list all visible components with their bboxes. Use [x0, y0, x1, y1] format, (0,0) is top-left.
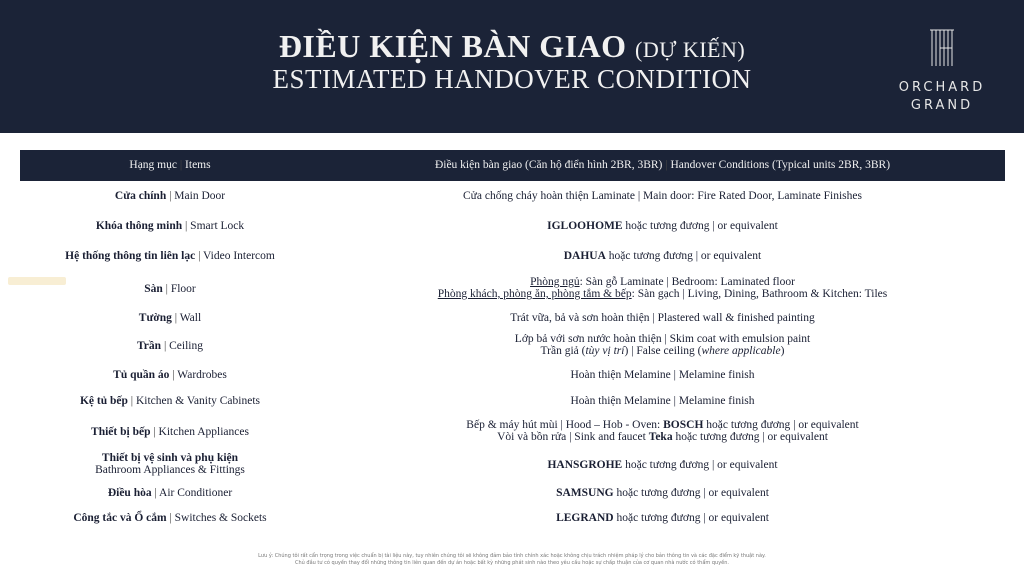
- item-en: Kitchen Appliances: [158, 426, 249, 438]
- item-cell: Cửa chính | Main Door: [114, 190, 226, 202]
- item-en: Air Conditioner: [159, 487, 233, 499]
- item-cell: Tường | Wall: [138, 312, 202, 324]
- item-cell: Hệ thống thông tin liên lạc | Video Intercom: [65, 250, 275, 262]
- item-en: Switches & Sockets: [174, 512, 267, 524]
- title-english: ESTIMATED HANDOVER CONDITION: [272, 64, 752, 94]
- condition-italic: where applicable: [701, 345, 781, 357]
- item-vi: Tủ quần áo: [113, 369, 170, 381]
- item-vi: Khóa thông minh: [95, 220, 183, 232]
- condition-text: hoặc tương đương | or equivalent: [605, 250, 762, 262]
- item-cell: Kệ tủ bếp | Kitchen & Vanity Cabinets: [79, 395, 261, 407]
- item-vi: Cửa chính: [114, 190, 167, 202]
- condition-text: ) | False ceiling (: [624, 345, 702, 357]
- table-header: [20, 150, 1005, 181]
- item-vi: Thiết bị bếp: [91, 426, 151, 438]
- condition-text: : Sàn gỗ Laminate | Bedroom: Laminated floor: [579, 276, 795, 288]
- condition-line: [320, 419, 1005, 431]
- condition-line: [320, 431, 1005, 443]
- condition-text: hoặc tương đương | or equivalent: [613, 487, 769, 499]
- condition-cell: [320, 459, 1005, 471]
- brand-name: IGLOOHOME: [547, 220, 623, 232]
- header-items-en: Items: [185, 159, 211, 171]
- condition-cell: [320, 276, 1005, 300]
- condition-text: hoặc tương đương | or equivalent: [613, 512, 769, 524]
- item-vi: Kệ tủ bếp: [79, 395, 128, 407]
- condition-line: [320, 276, 1005, 288]
- item-en: Ceiling: [169, 340, 203, 352]
- item-en: Wall: [179, 312, 202, 324]
- header-items-vi: Hạng mục: [129, 159, 177, 171]
- footnote: [0, 553, 1024, 567]
- condition-cell: [320, 220, 1005, 232]
- condition-text: hoặc tương đương | or equivalent: [703, 419, 859, 431]
- brand-name: Teka: [648, 431, 673, 443]
- orchard-grand-monogram-icon: [929, 28, 955, 68]
- condition-cell: [320, 250, 1005, 262]
- item-en: Kitchen & Vanity Cabinets: [135, 395, 261, 407]
- item-en: Video Intercom: [203, 250, 275, 262]
- title-vi-main: ĐIỀU KIỆN BÀN GIAO: [278, 28, 627, 64]
- header-items: Hạng mục | Items: [129, 159, 211, 171]
- item-en: Main Door: [174, 190, 226, 202]
- brand-logo: [886, 28, 998, 115]
- item-en: Bathroom Appliances & Fittings: [95, 464, 245, 476]
- header-conditions: Điều kiện bàn giao (Căn hộ điển hình 2BR, 3BR) | Handover Conditions (Typical units 2BR, 3BR): [434, 159, 891, 171]
- item-cell: [20, 452, 320, 476]
- item-en: Floor: [170, 283, 196, 295]
- item-cell: Tủ quần áo | Wardrobes: [113, 369, 227, 381]
- item-vi: Thiết bị vệ sinh và phụ kiện: [101, 452, 239, 464]
- item-cell: Trần | Ceiling: [136, 340, 203, 352]
- item-cell: Sàn | Floor: [144, 283, 196, 295]
- item-cell: Điều hòa | Air Conditioner: [107, 487, 233, 499]
- room-label: Phòng ngủ: [530, 276, 580, 288]
- condition-text: Bếp & máy hút mùi | Hood – Hob - Oven:: [466, 419, 664, 431]
- title-vi-sub: (DỰ KIẾN): [635, 37, 746, 62]
- item-en: Smart Lock: [190, 220, 245, 232]
- header-banner: [0, 0, 1024, 133]
- condition-cell: [320, 333, 1005, 357]
- condition-text: ): [780, 345, 785, 357]
- item-vi: Hệ thống thông tin liên lạc: [65, 250, 196, 262]
- condition-text: : Sàn gạch | Living, Dining, Bathroom & Kitchen: Tiles: [631, 288, 888, 300]
- condition-italic: tùy vị trí: [585, 345, 625, 357]
- watermark-logo-icon: [8, 275, 70, 287]
- item-vi: Sàn: [144, 283, 163, 295]
- condition-text: Vòi và bồn rửa | Sink and faucet: [497, 431, 649, 443]
- condition-text: Trần giả (: [540, 345, 586, 357]
- brand-name: LEGRAND: [556, 512, 614, 524]
- header-conditions-en: Handover Conditions (Typical units 2BR, 3BR): [670, 159, 891, 171]
- brand-name: SAMSUNG: [556, 487, 614, 499]
- condition-text: hoặc tương đương | or equivalent: [672, 431, 828, 443]
- item-vi: Công tắc và Ổ cắm: [73, 512, 167, 524]
- condition-line: Lớp bả với sơn nước hoàn thiện | Skim coat with emulsion paint: [514, 333, 811, 345]
- condition-cell: [320, 512, 1005, 524]
- condition-cell: [320, 419, 1005, 443]
- item-en: Wardrobes: [177, 369, 227, 381]
- brand-name: HANSGROHE: [547, 459, 623, 471]
- footnote-line1: Lưu ý: Chúng tôi rất cẩn trọng trong việc chuẩn bị tài liệu này, tuy nhiên chúng tôi sẽ không đảm bảo tính chính xác hoặc không chịu trách nhiệm pháp lý cho bản thông tin và các đặc điểm kỹ thuật này.: [258, 553, 766, 559]
- condition-cell: [320, 487, 1005, 499]
- logo-line1: ORCHARD: [898, 80, 986, 95]
- condition-line: [320, 345, 1005, 357]
- item-cell: Khóa thông minh | Smart Lock: [95, 220, 245, 232]
- condition-text: hoặc tương đương | or equivalent: [622, 459, 778, 471]
- condition-text: hoặc tương đương | or equivalent: [622, 220, 778, 232]
- condition-cell: Trát vữa, bả và sơn hoàn thiện | Plastered wall & finished painting: [510, 312, 815, 324]
- item-cell: Thiết bị bếp | Kitchen Appliances: [91, 426, 249, 438]
- header-conditions-vi: Điều kiện bàn giao (Căn hộ điển hình 2BR, 3BR): [434, 159, 663, 171]
- condition-line: [320, 288, 1005, 300]
- item-vi: Điều hòa: [107, 487, 152, 499]
- item-cell: Công tắc và Ổ cắm | Switches & Sockets: [73, 512, 267, 524]
- condition-cell: Hoàn thiện Melamine | Melamine finish: [570, 395, 755, 407]
- brand-name: DAHUA: [563, 250, 606, 262]
- title-vietnamese: [0, 28, 1024, 65]
- room-label: Phòng khách, phòng ăn, phòng tắm & bếp: [437, 288, 632, 300]
- logo-line2: GRAND: [910, 98, 974, 113]
- footnote-line2: Chủ đầu tư có quyền thay đổi những thông tin liên quan đến dự án hoặc bất kỳ những phát sinh nào theo yêu cầu hoặc sự chấp thuận của cơ quan nhà nước có thẩm quyền.: [294, 560, 729, 566]
- item-vi: Trần: [136, 340, 162, 352]
- condition-cell: Cửa chống cháy hoàn thiện Laminate | Main door: Fire Rated Door, Laminate Finishes: [463, 190, 862, 202]
- item-vi: Tường: [138, 312, 172, 324]
- condition-cell: Hoàn thiện Melamine | Melamine finish: [570, 369, 755, 381]
- brand-name: BOSCH: [663, 419, 704, 431]
